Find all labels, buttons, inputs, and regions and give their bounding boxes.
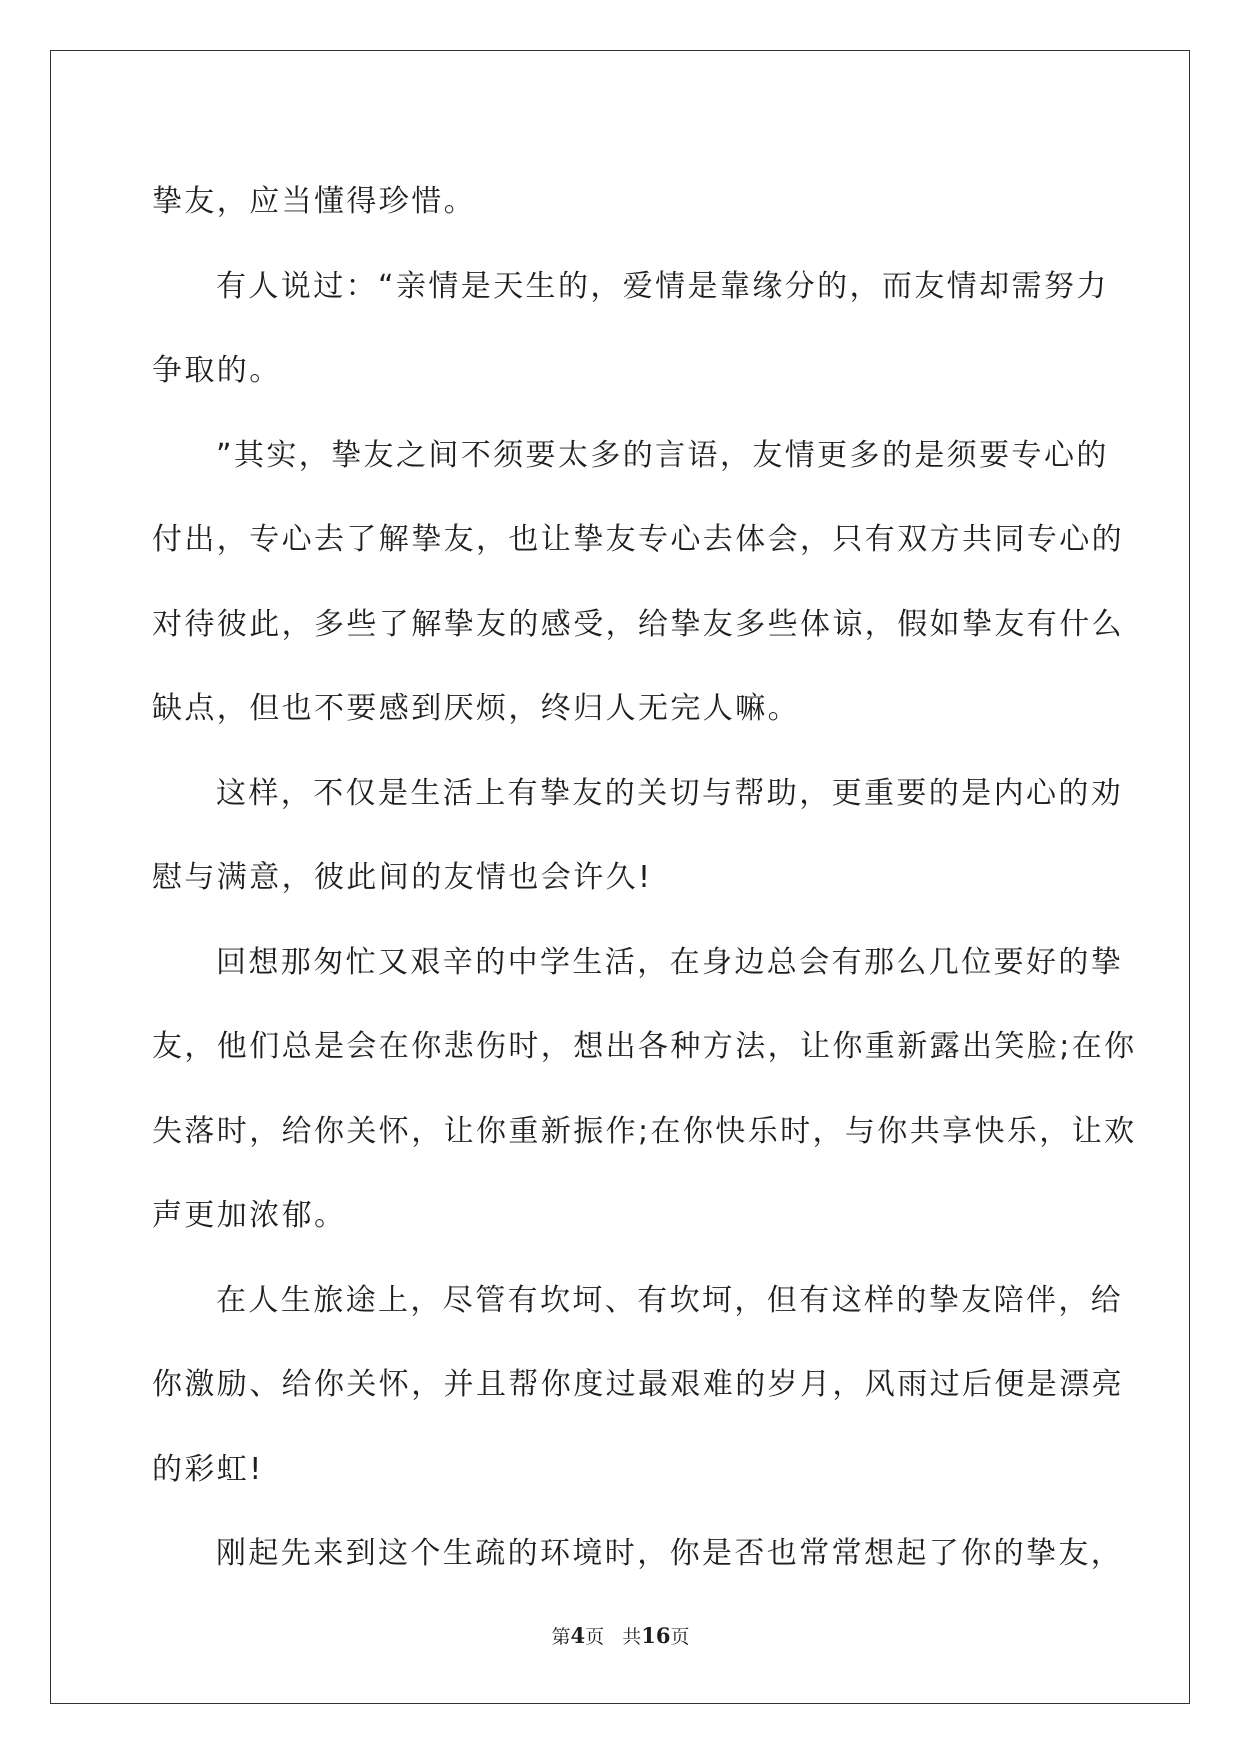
text-line: 这样，不仅是生活上有挚友的关切与帮助，更重要的是内心的劝 <box>216 775 1124 811</box>
page-prefix: 第 <box>551 1626 571 1648</box>
total-suffix: 页 <box>670 1626 690 1648</box>
text-line: 缺点，但也不要感到厌烦，终归人无完人嘛。 <box>152 691 800 726</box>
text-line: 声更加浓郁。 <box>152 1198 347 1233</box>
text-line: 你激励、给你关怀，并且帮你度过最艰难的岁月，风雨过后便是漂亮 <box>152 1367 1124 1402</box>
page-number: 4 <box>570 1623 586 1648</box>
page-suffix: 页 <box>585 1626 605 1648</box>
text-line: 有人说过：“亲情是天生的，爱情是靠缘分的，而友情却需努力 <box>216 268 1109 304</box>
text-line: 的彩虹! <box>152 1451 264 1487</box>
text-line: 挚友，应当懂得珍惜。 <box>152 184 476 219</box>
total-pages: 16 <box>641 1623 671 1648</box>
text-line: 刚起先来到这个生疏的环境时，你是否也常常想起了你的挚友， <box>216 1536 1124 1571</box>
text-line: 失落时，给你关怀，让你重新振作;在你快乐时，与你共享快乐，让欢 <box>152 1113 1137 1149</box>
text-line: 友，他们总是会在你悲伤时，想出各种方法，让你重新露出笑脸;在你 <box>152 1029 1137 1064</box>
text-line: 对待彼此，多些了解挚友的感受，给挚友多些体谅，假如挚友有什么 <box>152 606 1124 642</box>
page-footer <box>0 1622 1241 1649</box>
text-line: 回想那匆忙又艰辛的中学生活，在身边总会有那么几位要好的挚 <box>216 944 1124 980</box>
text-line: ”其实，挚友之间不须要太多的言语，友情更多的是须要专心的 <box>216 437 1109 473</box>
text-line: 争取的。 <box>152 353 282 388</box>
text-line: 慰与满意，彼此间的友情也会许久! <box>152 860 653 895</box>
document-body <box>152 160 1137 1597</box>
total-prefix: 共 <box>622 1626 642 1648</box>
text-line: 在人生旅途上，尽管有坎坷、有坎坷，但有这样的挚友陪伴，给 <box>216 1282 1124 1318</box>
text-line: 付出，专心去了解挚友，也让挚友专心去体会，只有双方共同专心的 <box>152 522 1124 557</box>
